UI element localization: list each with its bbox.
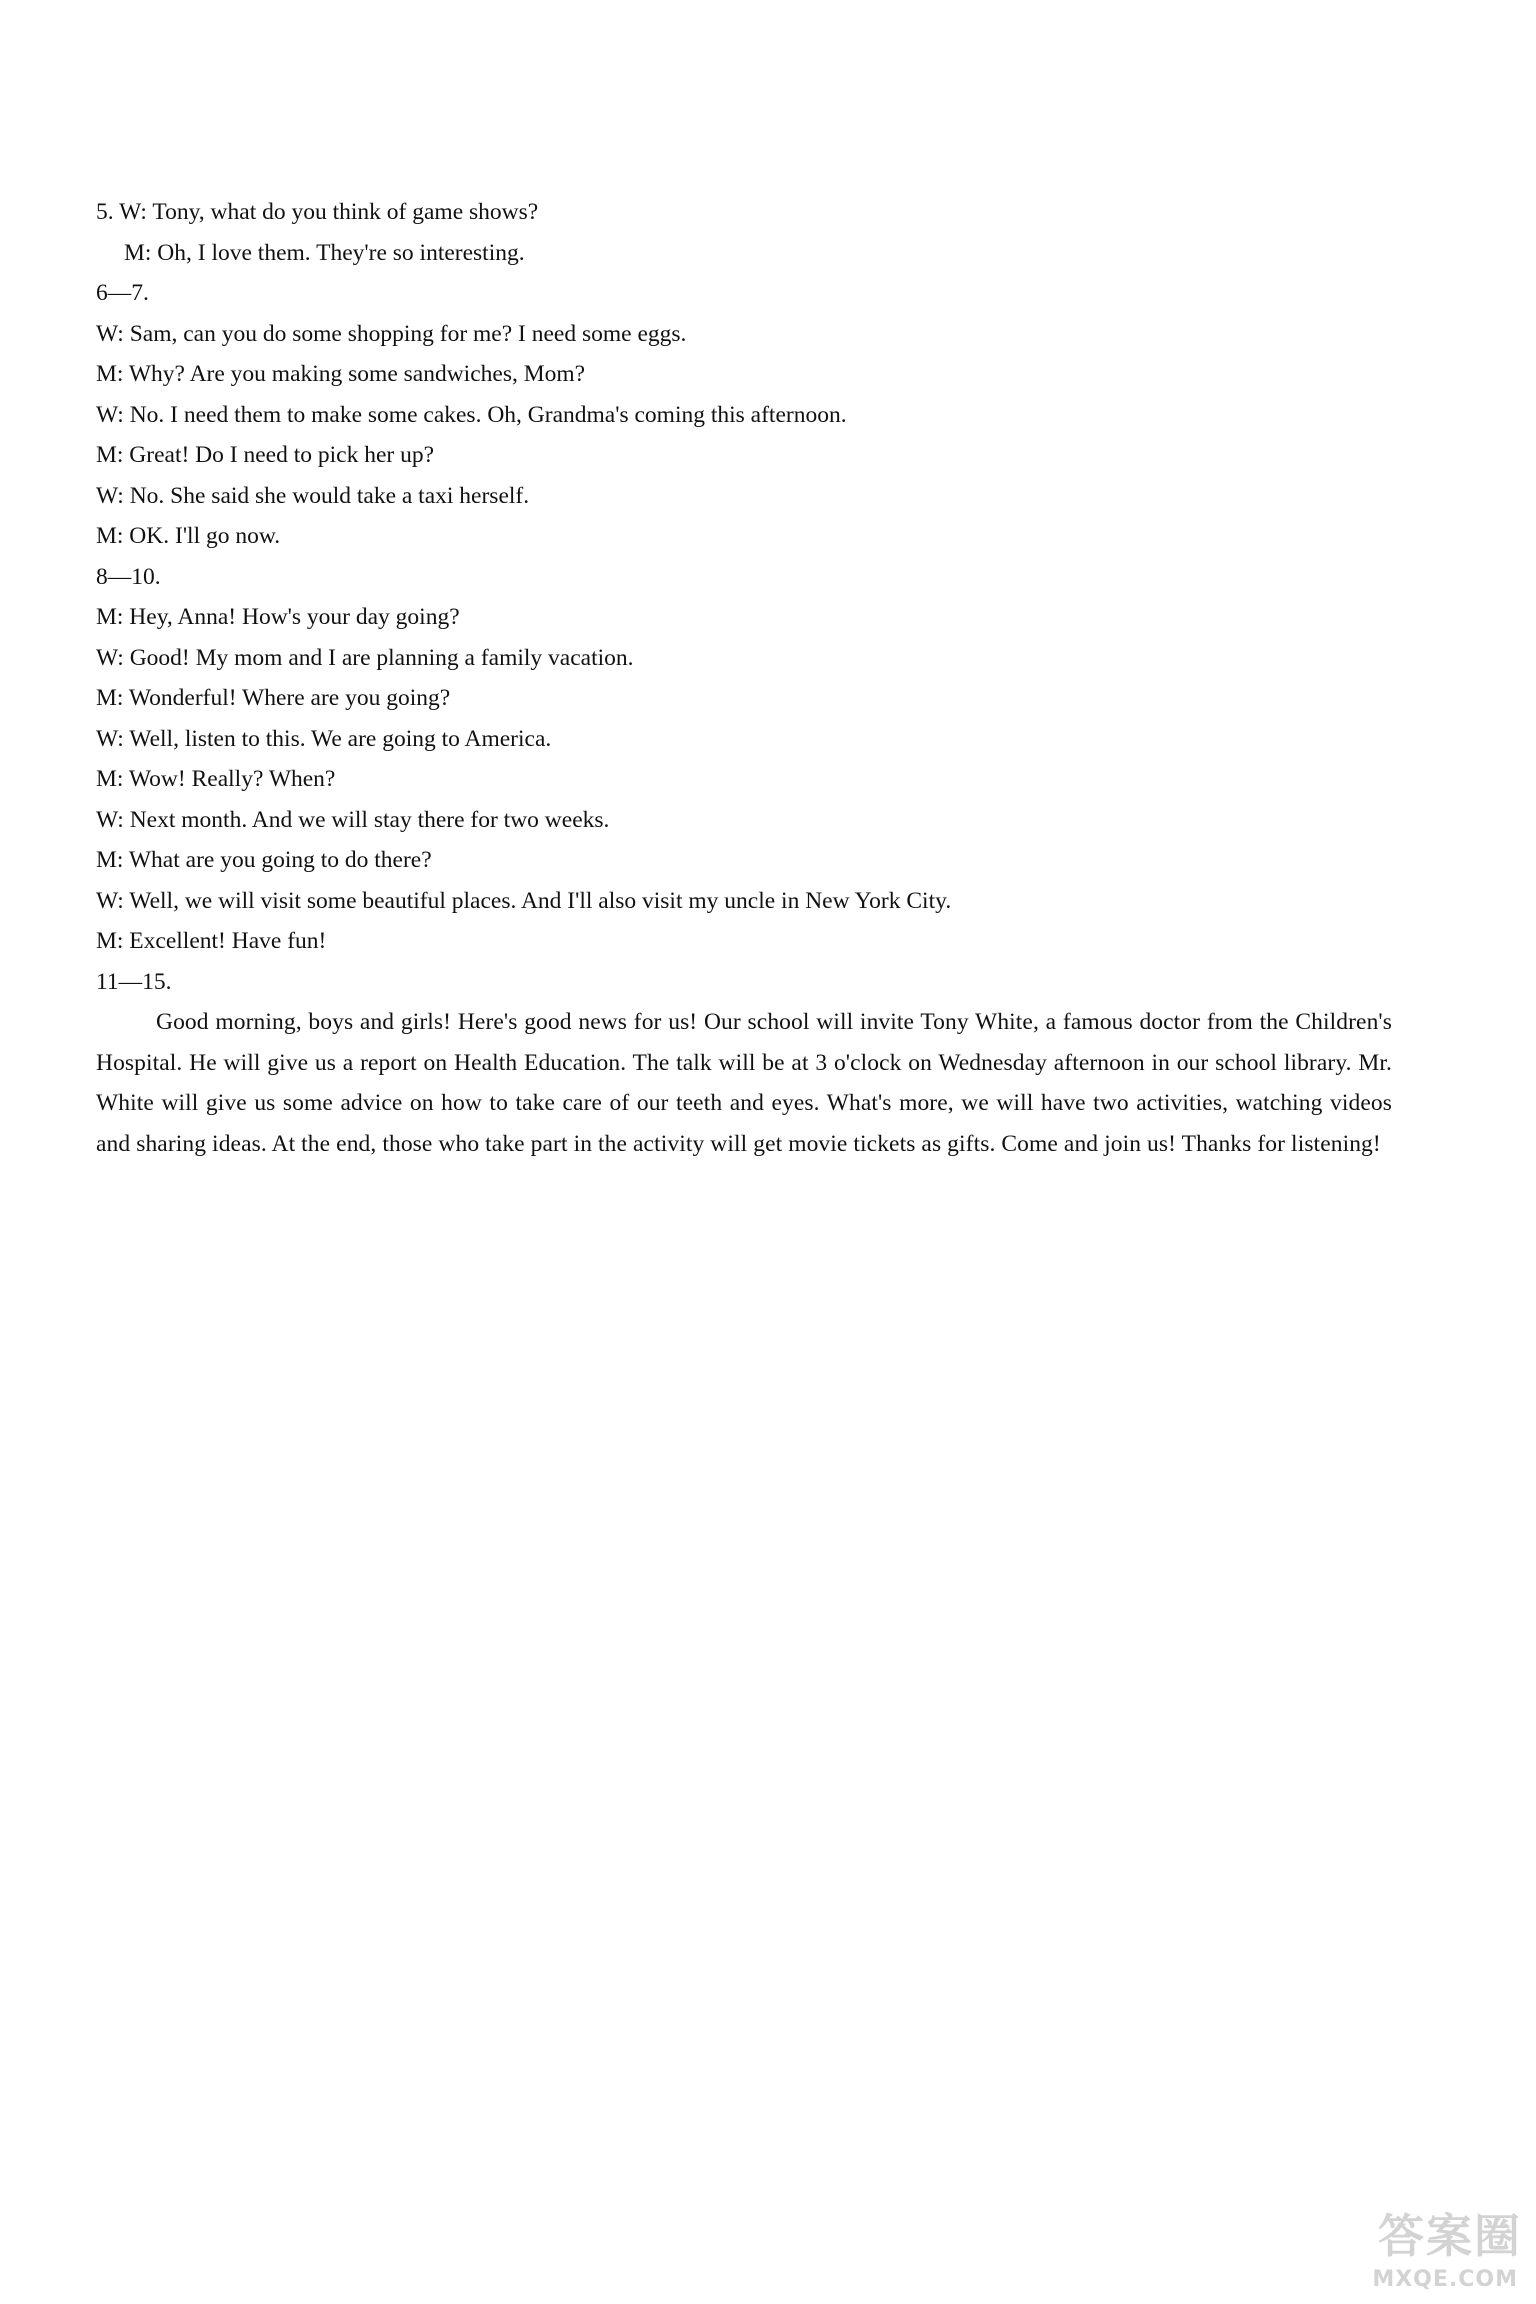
dialogue-line: M: Wonderful! Where are you going? [96, 685, 451, 711]
section-number: 11—15. [96, 968, 172, 995]
transcript-text [96, 192, 1396, 1164]
dialogue-line: W: Good! My mom and I are planning a family vacation. [96, 644, 634, 671]
dialogue-line: M: What are you going to do there? [96, 847, 432, 873]
dialogue-line: M: Hey, Anna! How's your day going? [96, 604, 460, 630]
dialogue-line: M: Oh, I love them. They're so interesting. [124, 239, 525, 266]
dialogue-line: W: No. I need them to make some cakes. Oh, Grandma's coming this afternoon. [96, 401, 847, 428]
dialogue-line: M: Wow! Really? When? [96, 766, 336, 792]
dialogue-line: W: Sam, can you do some shopping for me? I need some eggs. [96, 320, 687, 347]
dialogue-line: 5. W: Tony, what do you think of game shows? [96, 199, 539, 225]
monologue-paragraph: Good morning, boys and girls! Here's good news for us! Our school will invite Tony White, a famous doctor from the Children's Hospital. He will give us a report on Health Education. The talk will be at 3 o'clock on Wednesday afternoon in our school library. Mr. White will give us some advice on how to take care of our teeth and eyes. What's more, we will have two activities, watching videos and sharing ideas. At the end, those who take part in the activity will get movie tickets as gifts. Come and join us! Thanks for listening! [96, 1009, 1392, 1157]
section-number: 6—7. [96, 280, 149, 306]
dialogue-line: M: OK. I'll go now. [96, 523, 281, 549]
section-number: 8—10. [96, 563, 161, 590]
dialogue-line: M: Great! Do I need to pick her up? [96, 442, 435, 468]
watermark-logo [1302, 2200, 1522, 2292]
watermark-domain: MXQE.COM [1372, 2267, 1518, 2292]
dialogue-line: W: Well, we will visit some beautiful places. And I'll also visit my uncle in New York City. [96, 887, 952, 914]
dialogue-line: W: Well, listen to this. We are going to America. [96, 725, 552, 752]
watermark-logo-text: 答案圈 [1378, 2209, 1522, 2263]
dialogue-line: M: Excellent! Have fun! [96, 928, 327, 954]
dialogue-line: W: No. She said she would take a taxi herself. [96, 482, 530, 509]
dialogue-line: W: Next month. And we will stay there for two weeks. [96, 806, 610, 833]
dialogue-line: M: Why? Are you making some sandwiches, Mom? [96, 361, 586, 387]
